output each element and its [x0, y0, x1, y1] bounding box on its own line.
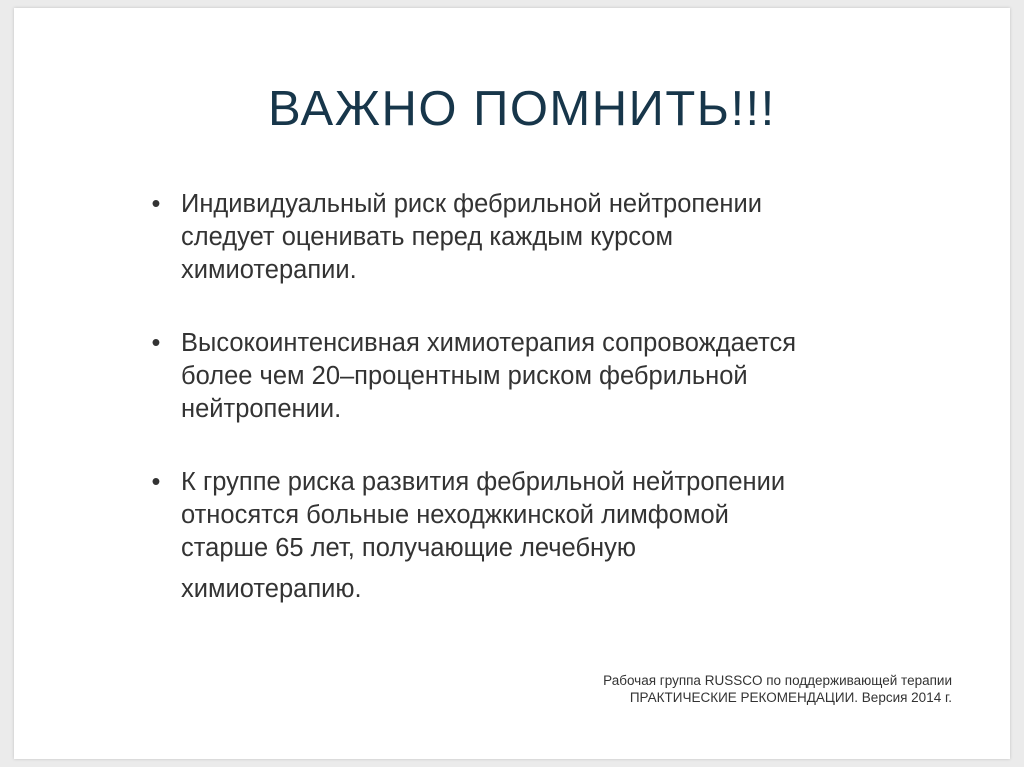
bullet-text-line: химиотерапии.: [181, 256, 357, 284]
citation: [603, 672, 952, 706]
bullet-item-2: [146, 327, 946, 426]
bullet-dot: •: [151, 468, 161, 496]
bullet-text-line: следует оценивать перед каждым курсом: [181, 223, 674, 251]
bullet-list: [146, 188, 946, 606]
bullet-dot: •: [151, 329, 161, 357]
bullet-text-line: более чем 20–процентным риском фебрильной: [181, 362, 748, 390]
bullet-item-3: [146, 466, 946, 606]
bullet-text-line: К группе риска развития фебрильной нейтропении: [181, 468, 786, 496]
bullet-text-line: химиотерапию.: [181, 575, 362, 603]
slide-title: ВАЖНО ПОМНИТЬ!!!: [268, 82, 776, 136]
slide: [14, 8, 1010, 759]
bullet-text-line: Высокоинтенсивная химиотерапия сопровождается: [181, 329, 797, 357]
bullet-item-1: [146, 188, 946, 287]
bullet-text-line: Индивидуальный риск фебрильной нейтропении: [181, 190, 762, 218]
bullet-text-line: нейтропении.: [181, 395, 342, 423]
citation-line-2: ПРАКТИЧЕСКИЕ РЕКОМЕНДАЦИИ. Версия 2014 г.: [629, 690, 952, 705]
bullet-text-line: старше 65 лет, получающие лечебную: [181, 534, 637, 562]
bullet-dot: •: [151, 190, 161, 218]
citation-line-1: Рабочая группа RUSSCO по поддерживающей терапии: [603, 673, 952, 688]
bullet-text-line: относятся больные неходжкинской лимфомой: [181, 501, 729, 529]
